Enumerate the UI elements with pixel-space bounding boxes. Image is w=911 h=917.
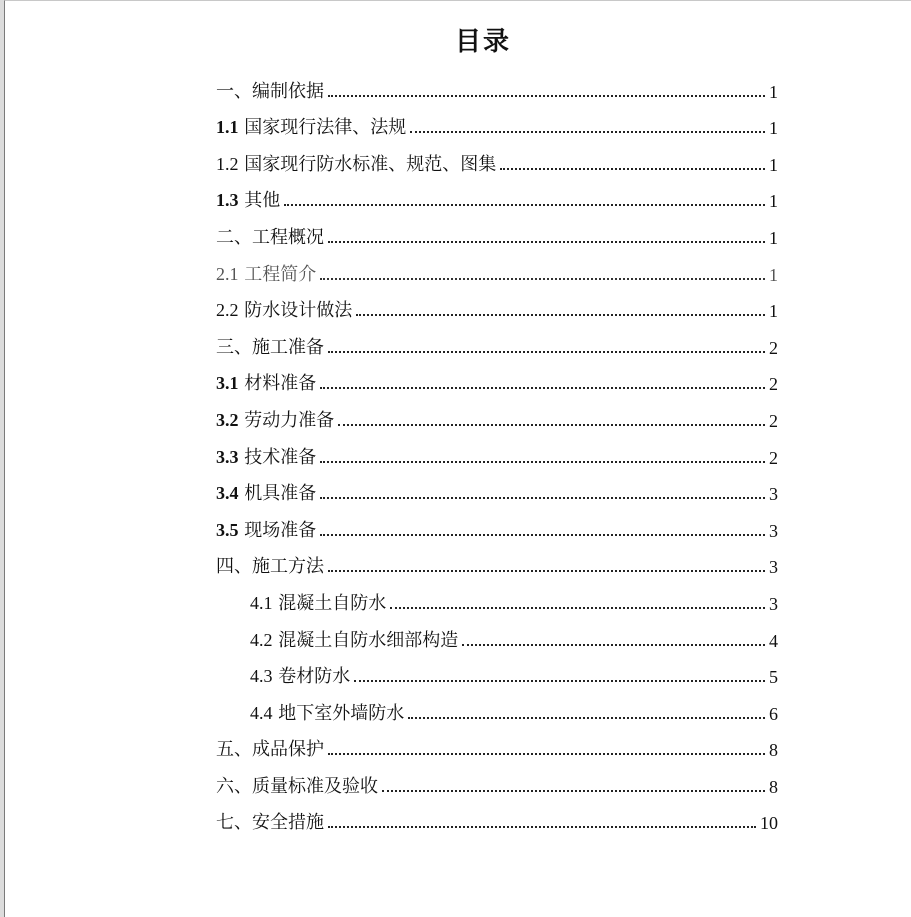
dot-leader	[356, 314, 765, 316]
toc-entry-label: 4.1 混凝土自防水	[250, 592, 387, 614]
toc-entry-page: 8	[769, 740, 778, 761]
toc-entry[interactable]	[216, 214, 778, 251]
toc-entry[interactable]	[216, 507, 778, 544]
toc-entry-page: 6	[769, 703, 778, 724]
dot-leader	[320, 497, 765, 499]
toc-entry-page: 1	[769, 264, 778, 285]
toc-entry[interactable]	[216, 68, 778, 105]
toc-entry[interactable]	[216, 141, 778, 178]
toc-entry[interactable]	[216, 105, 778, 142]
toc-entry[interactable]	[216, 251, 778, 288]
toc-entry-label: 七、安全措施	[216, 812, 324, 834]
toc-entry-label: 4.4 地下室外墙防水	[250, 702, 405, 724]
toc-entry[interactable]	[216, 580, 778, 617]
toc-entry[interactable]	[216, 763, 778, 800]
toc-entry-page: 3	[769, 557, 778, 578]
toc-entry[interactable]	[216, 324, 778, 361]
dot-leader	[408, 717, 765, 719]
toc-entry-label: 五、成品保护	[216, 739, 324, 761]
toc-entry-page: 1	[769, 191, 778, 212]
dot-leader	[390, 607, 765, 609]
toc-entry-label: 一、编制依据	[216, 80, 324, 102]
toc-entry-page: 3	[769, 593, 778, 614]
toc-entry[interactable]	[216, 288, 778, 325]
toc-entry-page: 2	[769, 374, 778, 395]
toc-entry[interactable]	[216, 727, 778, 764]
dot-leader	[382, 790, 765, 792]
dot-leader	[338, 424, 765, 426]
toc-entry-label: 三、施工准备	[216, 336, 324, 358]
toc-entry[interactable]	[216, 178, 778, 215]
toc-entry-label: 3.5 现场准备	[216, 519, 317, 541]
toc-entry[interactable]	[216, 690, 778, 727]
table-of-contents	[216, 68, 778, 836]
toc-entry-label: 3.3 技术准备	[216, 446, 317, 468]
toc-entry-label: 3.4 机具准备	[216, 483, 317, 505]
toc-entry-label: 4.3 卷材防水	[250, 666, 351, 688]
dot-leader	[410, 131, 765, 133]
toc-entry-label: 2.2 防水设计做法	[216, 300, 353, 322]
dot-leader	[320, 461, 765, 463]
toc-entry-page: 2	[769, 337, 778, 358]
toc-entry-label: 四、施工方法	[216, 556, 324, 578]
toc-entry-label: 六、质量标准及验收	[216, 775, 378, 797]
toc-entry-page: 2	[769, 410, 778, 431]
toc-entry[interactable]	[216, 617, 778, 654]
toc-entry-label: 3.2 劳动力准备	[216, 409, 335, 431]
toc-entry[interactable]	[216, 471, 778, 508]
dot-leader	[320, 387, 765, 389]
dot-leader	[354, 680, 765, 682]
toc-entry[interactable]	[216, 654, 778, 691]
toc-entry-page: 1	[769, 301, 778, 322]
toc-title: 目录	[454, 27, 511, 57]
toc-entry-label: 4.2 混凝土自防水细部构造	[250, 629, 459, 651]
toc-entry-page: 1	[769, 227, 778, 248]
toc-entry-page: 1	[769, 118, 778, 139]
dot-leader	[320, 278, 765, 280]
document-page	[4, 0, 911, 917]
dot-leader	[284, 204, 765, 206]
toc-entry-label: 2.1 工程简介	[216, 263, 317, 285]
toc-entry-label: 1.2 国家现行防水标准、规范、图集	[216, 153, 497, 175]
toc-entry-page: 2	[769, 447, 778, 468]
dot-leader	[320, 534, 765, 536]
toc-entry-label: 1.3 其他	[216, 190, 281, 212]
dot-leader	[328, 241, 765, 243]
toc-entry[interactable]	[216, 397, 778, 434]
toc-entry-page: 1	[769, 154, 778, 175]
toc-entry-page: 8	[769, 776, 778, 797]
toc-entry-label: 1.1 国家现行法律、法规	[216, 117, 407, 139]
dot-leader	[328, 351, 765, 353]
toc-entry[interactable]	[216, 544, 778, 581]
toc-entry-page: 5	[769, 667, 778, 688]
dot-leader	[462, 644, 765, 646]
dot-leader	[500, 168, 765, 170]
toc-entry-page: 3	[769, 520, 778, 541]
dot-leader	[328, 753, 765, 755]
toc-entry[interactable]	[216, 434, 778, 471]
dot-leader	[328, 95, 765, 97]
toc-entry-label: 二、工程概况	[216, 226, 324, 248]
toc-entry[interactable]	[216, 361, 778, 398]
toc-entry-page: 10	[760, 813, 778, 834]
toc-entry[interactable]	[216, 800, 778, 837]
toc-entry-page: 4	[769, 630, 778, 651]
toc-entry-page: 1	[769, 81, 778, 102]
dot-leader	[328, 826, 756, 828]
dot-leader	[328, 570, 765, 572]
toc-entry-page: 3	[769, 484, 778, 505]
toc-entry-label: 3.1 材料准备	[216, 373, 317, 395]
